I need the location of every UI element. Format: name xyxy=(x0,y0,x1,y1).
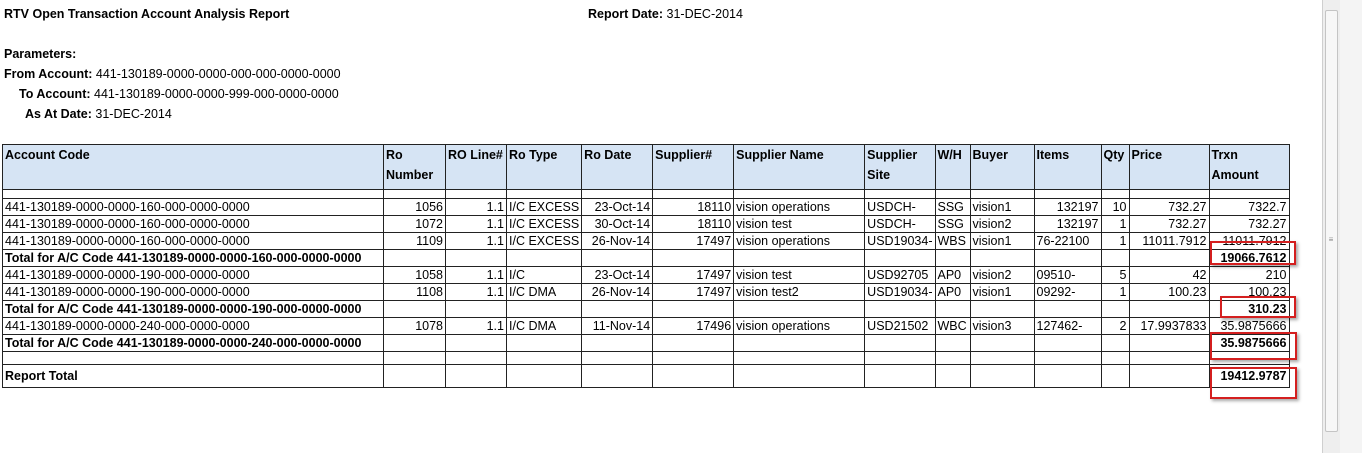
cell-date: 26-Nov-14 xyxy=(582,233,653,250)
cell-name: vision test2 xyxy=(734,284,865,301)
cell-price: 42 xyxy=(1129,267,1209,284)
cell-items: 09510- xyxy=(1034,267,1101,284)
cell-buyer: vision2 xyxy=(970,267,1034,284)
highlight-box-190 xyxy=(1220,296,1296,318)
cell-account: 441-130189-0000-0000-240-000-0000-0000 xyxy=(3,318,384,335)
cell-price: 17.9937833 xyxy=(1129,318,1209,335)
total-row-240 xyxy=(3,335,1290,352)
total-row-160 xyxy=(3,250,1290,267)
col-supplier-site: Supplier Site xyxy=(865,145,935,190)
cell-wh: WBC xyxy=(935,318,970,335)
table-row xyxy=(3,216,1290,233)
total-amount: 310.23 xyxy=(1209,301,1289,318)
param-from xyxy=(4,67,341,81)
col-qty: Qty xyxy=(1101,145,1129,190)
cell-type: I/C DMA xyxy=(507,284,582,301)
cell-buyer: vision1 xyxy=(970,199,1034,216)
col-items: Items xyxy=(1034,145,1101,190)
cell-supplier: 17497 xyxy=(653,267,734,284)
cell-buyer: vision1 xyxy=(970,233,1034,250)
col-ro-line: RO Line# xyxy=(446,145,507,190)
table-row xyxy=(3,267,1290,284)
spacer-row xyxy=(3,352,1290,365)
col-wh: W/H xyxy=(935,145,970,190)
report-total-row xyxy=(3,365,1290,388)
cell-amount: 35.9875666 xyxy=(1209,318,1289,335)
cell-line: 1.1 xyxy=(446,233,507,250)
cell-site: USDCH- xyxy=(865,199,935,216)
report-date-label: Report Date: xyxy=(588,7,664,21)
report-date xyxy=(588,7,743,21)
param-to-label: To Account: xyxy=(19,87,91,101)
param-asat-label: As At Date: xyxy=(25,107,92,121)
col-ro-type: Ro Type xyxy=(507,145,582,190)
cell-line: 1.1 xyxy=(446,216,507,233)
cell-supplier: 18110 xyxy=(653,216,734,233)
total-label: Total for A/C Code 441-130189-0000-0000-160-000-0000-0000 xyxy=(3,250,384,267)
cell-ro: 1058 xyxy=(384,267,446,284)
cell-qty: 2 xyxy=(1101,318,1129,335)
col-buyer: Buyer xyxy=(970,145,1034,190)
cell-line: 1.1 xyxy=(446,318,507,335)
cell-items: 09292- xyxy=(1034,284,1101,301)
cell-buyer: vision2 xyxy=(970,216,1034,233)
total-label: Total for A/C Code 441-130189-0000-0000-190-000-0000-0000 xyxy=(3,301,384,318)
cell-type: I/C xyxy=(507,267,582,284)
cell-ro: 1108 xyxy=(384,284,446,301)
cell-items: 127462- xyxy=(1034,318,1101,335)
param-from-value: 441-130189-0000-0000-000-000-0000-0000 xyxy=(95,67,341,81)
cell-ro: 1109 xyxy=(384,233,446,250)
cell-supplier: 17497 xyxy=(653,233,734,250)
cell-account: 441-130189-0000-0000-190-000-0000-0000 xyxy=(3,267,384,284)
cell-ro: 1072 xyxy=(384,216,446,233)
cell-date: 23-Oct-14 xyxy=(582,267,653,284)
col-price: Price xyxy=(1129,145,1209,190)
cell-price: 732.27 xyxy=(1129,199,1209,216)
table-row xyxy=(3,318,1290,335)
col-ro-number: Ro Number xyxy=(384,145,446,190)
param-to-value: 441-130189-0000-0000-999-000-0000-0000 xyxy=(94,87,339,101)
cell-name: vision operations xyxy=(734,199,865,216)
highlight-box-report-total xyxy=(1210,367,1297,399)
cell-qty: 1 xyxy=(1101,233,1129,250)
highlight-box-240 xyxy=(1210,332,1297,360)
cell-amount: 100.23 xyxy=(1209,284,1289,301)
table-row xyxy=(3,284,1290,301)
cell-line: 1.1 xyxy=(446,284,507,301)
cell-price: 100.23 xyxy=(1129,284,1209,301)
param-asat xyxy=(25,107,172,121)
col-trxn-amount: Trxn Amount xyxy=(1209,145,1289,190)
total-row-190 xyxy=(3,301,1290,318)
cell-amount: 732.27 xyxy=(1209,216,1289,233)
cell-price: 11011.7912 xyxy=(1129,233,1209,250)
param-to xyxy=(19,87,339,101)
cell-qty: 1 xyxy=(1101,284,1129,301)
cell-amount: 11011.7912 xyxy=(1209,233,1289,250)
cell-wh: AP0 xyxy=(935,284,970,301)
cell-site: USD19034- xyxy=(865,284,935,301)
cell-site: USD19034- xyxy=(865,233,935,250)
spacer-row xyxy=(3,190,1290,199)
table-row xyxy=(3,233,1290,250)
cell-line: 1.1 xyxy=(446,267,507,284)
cell-amount: 210 xyxy=(1209,267,1289,284)
window-edge xyxy=(1340,0,1362,453)
cell-items: 76-22100 xyxy=(1034,233,1101,250)
cell-wh: WBS xyxy=(935,233,970,250)
cell-price: 732.27 xyxy=(1129,216,1209,233)
cell-wh: SSG xyxy=(935,216,970,233)
cell-buyer: vision1 xyxy=(970,284,1034,301)
cell-name: vision operations xyxy=(734,318,865,335)
cell-date: 23-Oct-14 xyxy=(582,199,653,216)
cell-name: vision operations xyxy=(734,233,865,250)
total-amount: 35.9875666 xyxy=(1209,335,1289,352)
cell-date: 26-Nov-14 xyxy=(582,284,653,301)
cell-account: 441-130189-0000-0000-160-000-0000-0000 xyxy=(3,233,384,250)
highlight-box-160 xyxy=(1210,241,1296,265)
col-account-code: Account Code xyxy=(3,145,384,190)
cell-wh: AP0 xyxy=(935,267,970,284)
cell-amount: 7322.7 xyxy=(1209,199,1289,216)
col-supplier-name: Supplier Name xyxy=(734,145,865,190)
total-amount: 19066.7612 xyxy=(1209,250,1289,267)
cell-items: 132197 xyxy=(1034,216,1101,233)
cell-site: USD92705 xyxy=(865,267,935,284)
cell-account: 441-130189-0000-0000-160-000-0000-0000 xyxy=(3,199,384,216)
cell-items: 132197 xyxy=(1034,199,1101,216)
cell-supplier: 17497 xyxy=(653,284,734,301)
col-ro-date: Ro Date xyxy=(582,145,653,190)
transaction-table xyxy=(2,144,1290,388)
cell-ro: 1078 xyxy=(384,318,446,335)
cell-supplier: 18110 xyxy=(653,199,734,216)
cell-qty: 5 xyxy=(1101,267,1129,284)
scrollbar-thumb[interactable] xyxy=(1325,10,1338,432)
cell-qty: 10 xyxy=(1101,199,1129,216)
cell-buyer: vision3 xyxy=(970,318,1034,335)
cell-qty: 1 xyxy=(1101,216,1129,233)
param-asat-value: 31-DEC-2014 xyxy=(95,107,172,121)
report-total-label: Report Total xyxy=(3,365,384,388)
cell-line: 1.1 xyxy=(446,199,507,216)
cell-type: I/C EXCESS xyxy=(507,216,582,233)
cell-type: I/C DMA xyxy=(507,318,582,335)
cell-supplier: 17496 xyxy=(653,318,734,335)
cell-account: 441-130189-0000-0000-190-000-0000-0000 xyxy=(3,284,384,301)
table-row xyxy=(3,199,1290,216)
cell-type: I/C EXCESS xyxy=(507,233,582,250)
cell-date: 11-Nov-14 xyxy=(582,318,653,335)
col-supplier-no: Supplier# xyxy=(653,145,734,190)
cell-site: USDCH- xyxy=(865,216,935,233)
cell-type: I/C EXCESS xyxy=(507,199,582,216)
cell-date: 30-Oct-14 xyxy=(582,216,653,233)
param-from-label: From Account: xyxy=(4,67,93,81)
cell-site: USD21502 xyxy=(865,318,935,335)
cell-account: 441-130189-0000-0000-160-000-0000-0000 xyxy=(3,216,384,233)
report-title: RTV Open Transaction Account Analysis Report xyxy=(4,7,290,21)
parameters-heading: Parameters: xyxy=(4,47,77,61)
report-total-amount: 19412.9787 xyxy=(1209,365,1289,388)
cell-name: vision test xyxy=(734,216,865,233)
cell-wh: SSG xyxy=(935,199,970,216)
table-header-row xyxy=(3,145,1290,190)
cell-ro: 1056 xyxy=(384,199,446,216)
scrollbar-grip-icon: ≡ xyxy=(1328,235,1334,244)
total-label: Total for A/C Code 441-130189-0000-0000-240-000-0000-0000 xyxy=(3,335,384,352)
cell-name: vision test xyxy=(734,267,865,284)
vertical-scrollbar[interactable] xyxy=(1322,0,1340,453)
report-date-value: 31-DEC-2014 xyxy=(666,7,743,21)
